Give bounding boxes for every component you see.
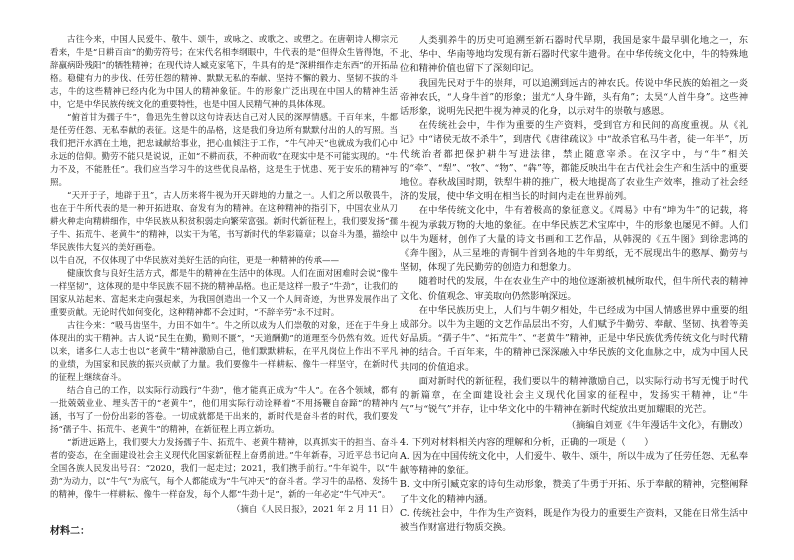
paragraph: 在传统社会中，牛作为重要的生产资料，受到官方和民间的高度重视。从《礼记》中“诸侯无故不杀牛”，到唐代《唐律疏议》中“故杀官私马牛者，徒一年半”，历代统治者都把保护耕牛写进法律，禁止随意宰杀。在汉字中，与“牛”相关的“牵”、“犁”、“牧”、“物”、“犇”等，都能反映出牛在古代社会生产和生活中的重要地位。春秋战国时期，铁犁牛耕的推广，极大地提高了农业生产效率，推动了社会经济的发展，使中华文明在相当长的时间内走在世界前列。 bbox=[400, 120, 748, 203]
paragraph: 健康饮食与良好生活方式，都是牛的精神在生活中的体现。人们在面对困难时会说“像牛一样坚韧”，这体现的是中华民族不屈不挠的精神品格。也正是这样一股子“牛劲”，让我们的国家从站起来、富起来走向强起来，为我国创造出一个又一个人间奇迹，为世界发展作出了重要贡献。无论时代如何变化，这种精神都不会过时，“不辞辛劳”永不过时。 bbox=[50, 269, 398, 318]
paragraph: 结合自己的工作，以实际行动践行“牛劲”，他才能真正成为“牛人”。在各个领域，都有一批兢兢业业、埋头苦干的“老黄牛”，他们用实际行动诠释着“不用扬鞭自奋蹄”的精神内涵，书写了一份份出彩的答卷。一切成就都是干出来的，新时代是奋斗者的时代，我们要发扬“孺子牛、拓荒牛、老黄牛”的精神，在新征程上再立新功。 bbox=[50, 386, 398, 435]
paragraph: “天开于子，地辟于丑”，古人历来将牛视为开天辟地的力量之一。人们之所以敬畏牛，也在于牛所代表的是一种开拓进取、奋发有为的精神。在这种精神的指引下，中国农业从刀耕火种走向精耕细作，中华民族从积贫积弱走向繁荣富强。新时代新征程上，我们要发扬“孺子牛、拓荒牛、老黄牛”的精神，以实干为笔，书写新时代的华彩篇章；以奋斗为墨，描绘中华民族伟大复兴的美好画卷。 bbox=[50, 191, 398, 253]
paragraph: 面对新时代的新征程，我们要以牛的精神激励自己，以实际行动书写无愧于时代的新篇章，在全面建设社会主义现代化国家的征程中，发扬实干精神，让“牛气”与“锐气”并存，让中华文化中的牛精神在新时代绽放出更加耀眼的光芒。 bbox=[400, 375, 748, 416]
paragraph: 以牛自况，不仅体现了中华民族对美好生活的向往，更是一种精神的传承—— bbox=[50, 256, 340, 266]
paragraph: 我国先民对于牛的崇拜，可以追溯到远古的神农氏。传说中华民族的始祖之一炎帝神农氏，“人身牛首”的形象；蚩尤“人身牛蹄，头有角”；太昊“人首牛身”。这些神话形象，说明先民把牛视为神灵的化身，以示对牛的崇敬与感恩。 bbox=[400, 77, 748, 118]
source-citation: （摘自《人民日报》，2021 年 2 月 11 日） bbox=[231, 505, 398, 515]
paragraph: 随着时代的发展，牛在农业生产中的地位逐渐被机械所取代，但牛所代表的精神文化、价值观念、审美取向仍然影响深远。 bbox=[400, 276, 748, 302]
option-b: B. 文中所引臧克家的诗句生动形象，赞美了牛勇于开拓、乐于奉献的精神，完整阐释了牛文化的精神内涵。 bbox=[400, 479, 748, 505]
paragraph: 古往今来：“吸马齿坚牛，力田不如牛”。牛之所以成为人们崇敬的对象，还在于牛身上体现出的实干精神。古人说“民生在勤，勤则不匮”，“天道酬勤”的道理至今仍然有效。近代以来，诸多仁人志士也以“老黄牛”精神激励自己，他们默默耕耘，在平凡岗位上作出不平凡的业绩，为国家和民族的振兴贡献了力量。我们要像牛一样耕耘、像牛一样坚守，在新时代的征程上继续奋斗。 bbox=[50, 321, 398, 383]
question-4: 4. 下列对材料相关内容的理解和分析，正确的一项是（ ） bbox=[400, 436, 654, 448]
paragraph: 人类驯养牛的历史可追溯至新石器时代早期，我国是家牛最早驯化地之一，东北、华中、华南等地均发现有新石器时代家牛遗骨。在中华传统文化中，牛的特殊地位和精神价值也留下了深刻印记。 bbox=[400, 35, 748, 75]
right-column bbox=[400, 34, 748, 535]
left-column bbox=[50, 34, 398, 538]
material-two-heading: 材料二： bbox=[50, 526, 90, 537]
paragraph: “新进远路上，我们要大力发扬孺子牛、拓荒牛、老黄牛精神，以真抓实干的担当、奋斗者的姿态，在全面建设社会主义现代化国家新征程上奋勇前进。”牛年新春，习近平总书记向全国各族人民发出号召：“2020，我们一起走过；2021，我们携手前行。”牛年说牛，以“牛劲”为动力，以“牛气”为底气，每个人都能成为“牛气冲天”的奋斗者。学习牛的品格、发扬牛的精神，像牛一样耕耘、像牛一样奋发，每个人都“牛劲十足”，新的一年必定“牛气冲天”。 bbox=[50, 438, 398, 500]
paragraph: “俯首甘为孺子牛”，鲁迅先生曾以这句诗表达自己对人民的深厚情感。千百年来，牛都是任劳任怨、无私奉献的表征。这是牛的品格，这是我们身边所有默默付出的人的写照。当我们把汗水洒在土地，把忠诚献给事业，把心血倾注于工作，“牛气冲天”也就成为我们心中永远的信仰。勤劳不能只是说说，正如“不耕而获，不种而收”在现实中是不可能实现的。“牛力不及，不能胜任”。我们应当学习牛的这些优良品格，这是生于忧患、死于安乐的精神写照。 bbox=[50, 113, 398, 188]
paragraph: 古往今来，中国人民爱牛、敬牛、颂牛，或咏之、或歌之、或塑之。在唐朝诗人柳宗元看来，牛是“日耕百亩”的勤劳符号；在宋代名相李纲眼中，牛代表的是“但得众生皆得饱，不辞羸病卧残阳”的牺牲精神；在现代诗人臧克家笔下，牛具有的是“深耕细作走东西”的开拓品格。稳健有力的步伐、任劳任怨的精神、默默无私的奉献、坚持不懈的毅力、坚韧不拔的斗志，牛的这些精神已经内化为中国人的精神象征。牛的形象广泛出现在中国人的精神生活中，它是中华民族传统文化的重要特性，也是中国人民精气神的具体体现。 bbox=[50, 35, 398, 110]
option-a: A. 因为在中国传统文化中，人们爱牛、敬牛、颂牛，所以牛成为了任劳任怨、无私奉献等精神的象征。 bbox=[400, 450, 748, 477]
paragraph: 在中华民族历史上，人们与牛朝夕相处，牛已经成为中国人情感世界中重要的组成部分。以牛为主题的文艺作品层出不穷，人们赋予牛勤劳、奉献、坚韧、执着等美好品质。“孺子牛”、“拓荒牛”、“老黄牛”精神，正是中华民族优秀传统文化与时代精神的结合。千百年来，牛的精神已深深融入中华民族的文化血脉之中，成为中国人民共同的价值追求。 bbox=[400, 304, 748, 373]
paragraph: 在中华传统文化中，牛有着极高的象征意义。《周易》中有“坤为牛”的记载，将牛视为承载万物的大地的象征。在中华民族艺术宝库中，牛的形象也屡见不鲜。人们以牛为题材，创作了大量的诗文书画和工艺作品，从韩滉的《五牛图》到徐悲鸿的《奔牛图》，从三星堆的青铜牛首到各地的牛年剪纸，无不展现出牛的憨厚、勤劳与坚韧，体现了先民勤劳的创造力和想象力。 bbox=[400, 205, 748, 274]
source-citation: （摘编自刘亚《牛年漫话牛文化》，有删改） bbox=[566, 420, 748, 432]
option-c: C. 传统社会中，牛作为生产资料，既是作为役力的重要生产资料，又能在日常生活中被当作财富进行物质交换。 bbox=[400, 507, 748, 533]
